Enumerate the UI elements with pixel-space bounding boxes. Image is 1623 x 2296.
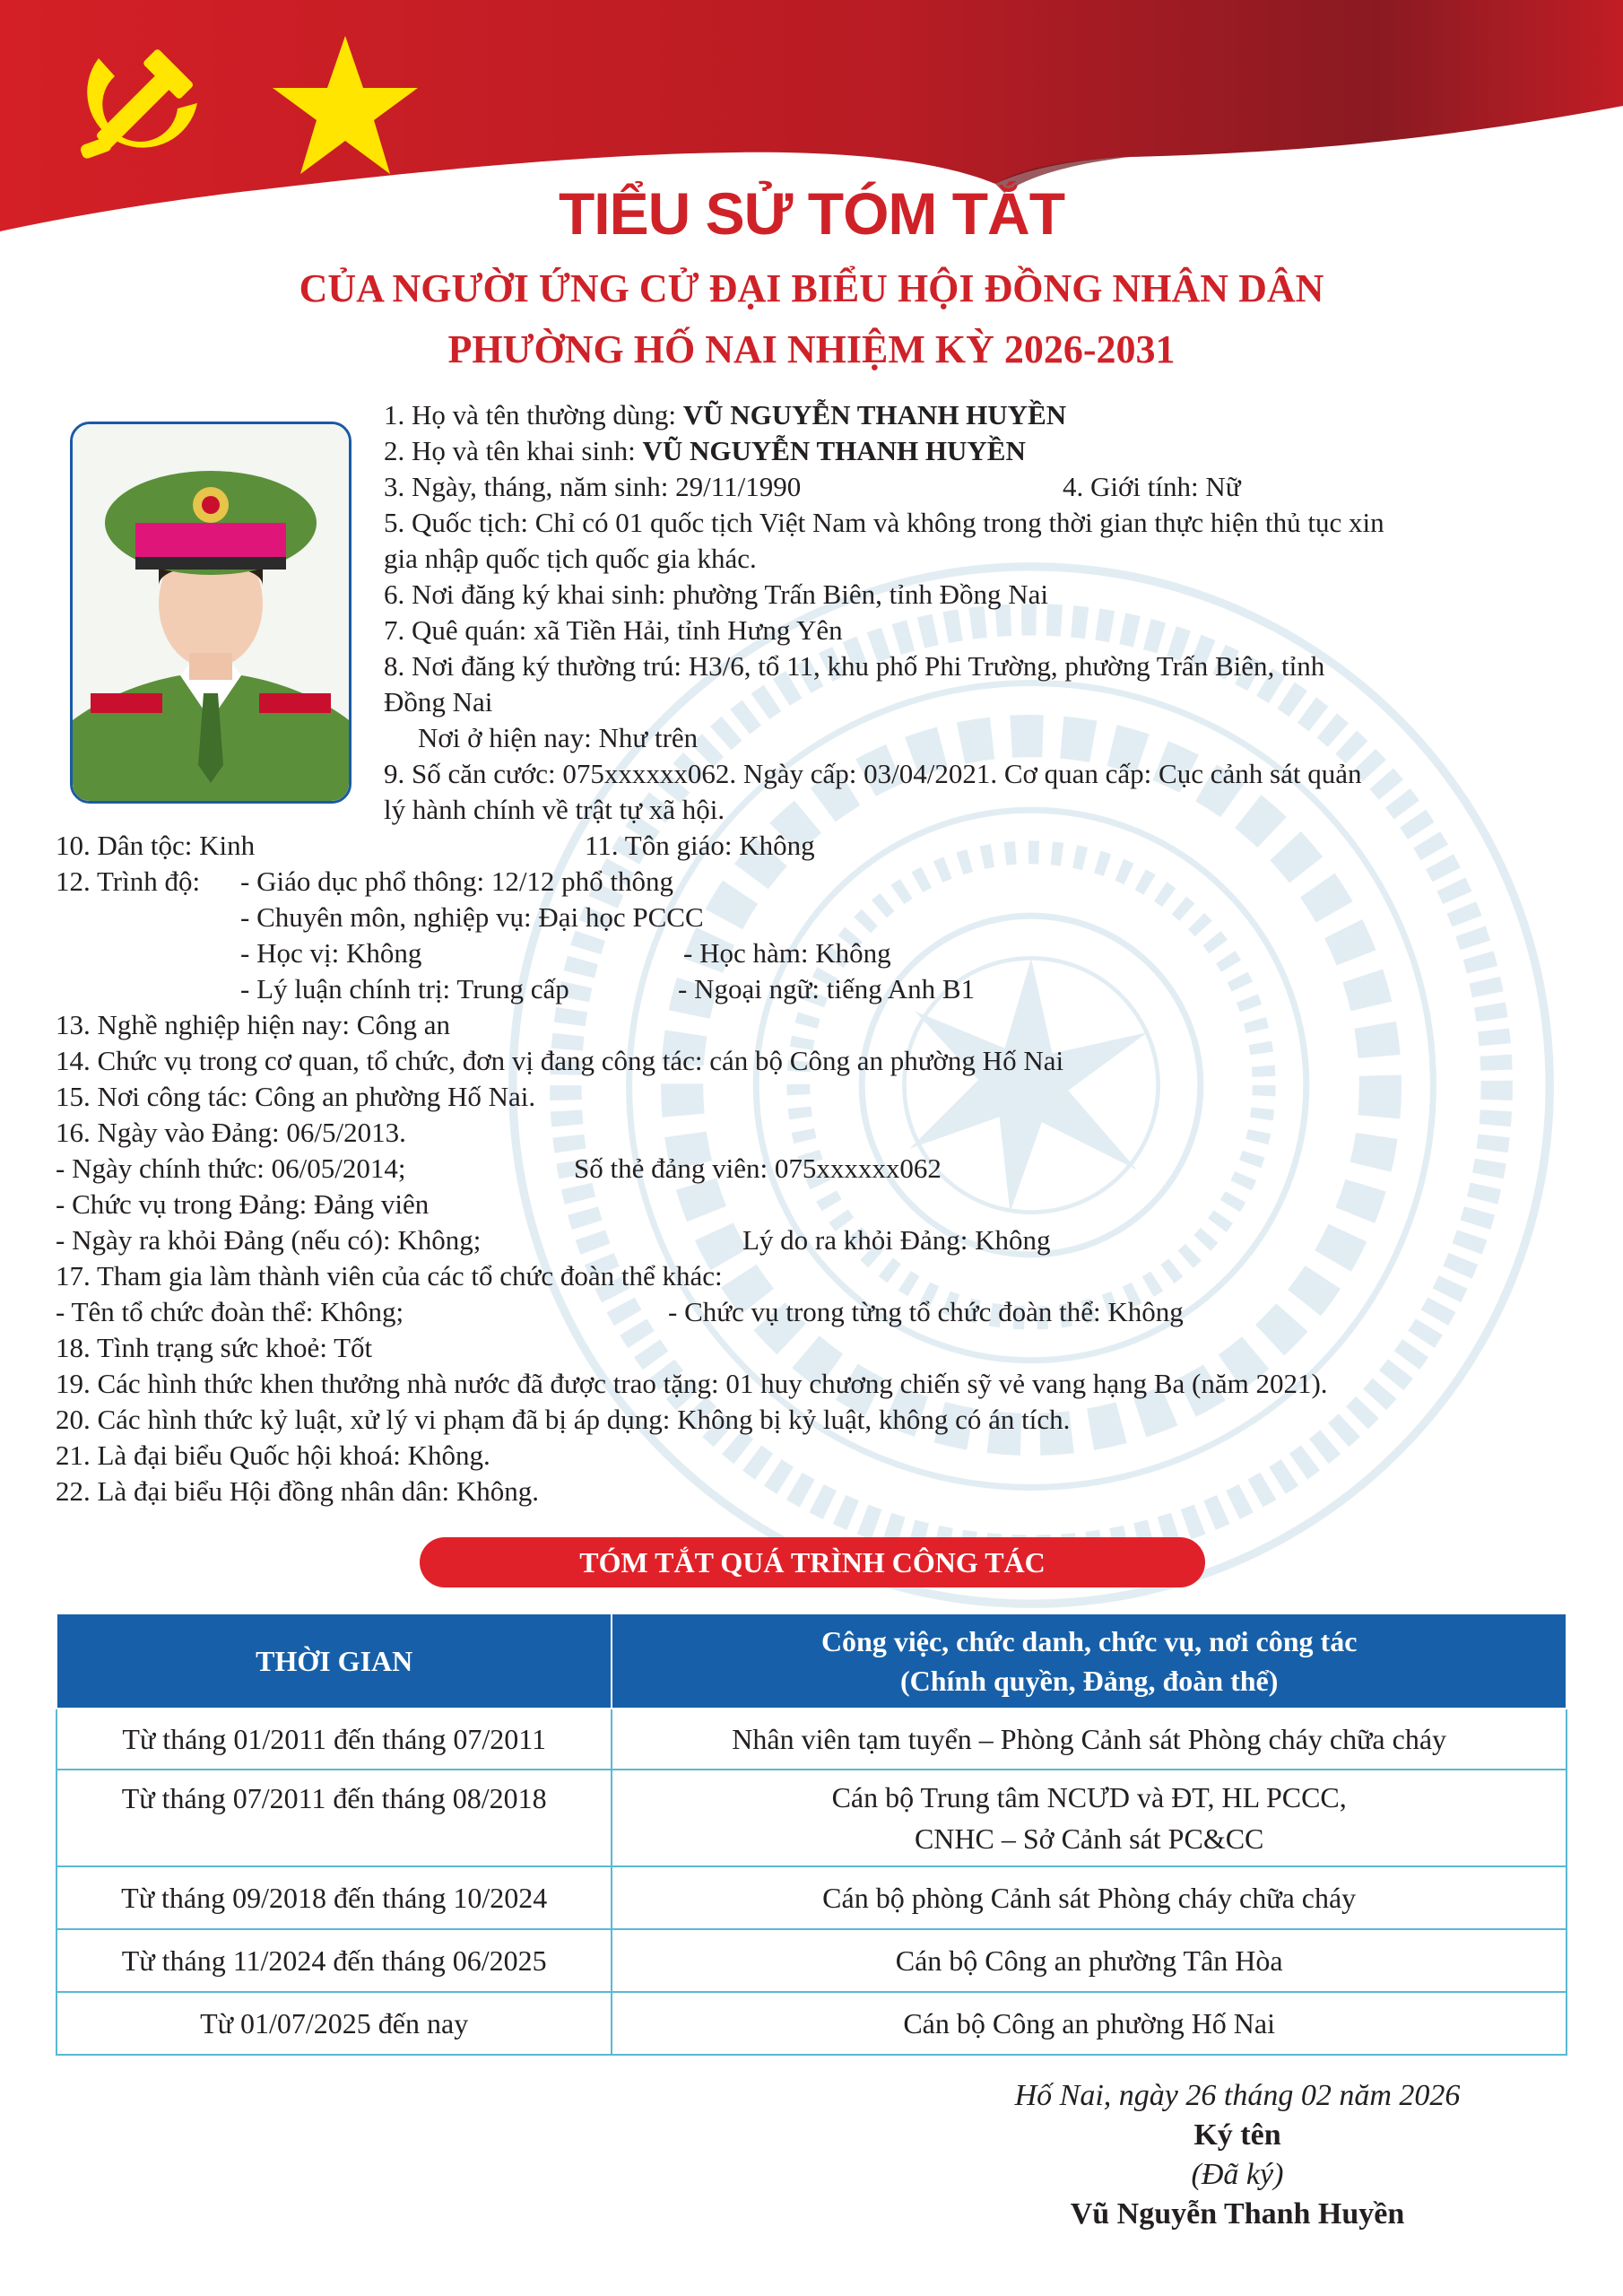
bio-line-5b: gia nhập quốc tịch quốc gia khác. bbox=[384, 543, 757, 574]
bio-line-17-org: - Tên tổ chức đoàn thể: Không; bbox=[56, 1296, 404, 1327]
table-row: Từ tháng 11/2024 đến tháng 06/2025 Cán bộ Công an phường Tân Hòa bbox=[56, 1929, 1567, 1992]
bio-line-17: 17. Tham gia làm thành viên của các tổ chức đoàn thể khác: bbox=[56, 1260, 723, 1292]
page-subtitle-1: CỦA NGƯỜI ỨNG CỬ ĐẠI BIỂU HỘI ĐỒNG NHÂN DÂN bbox=[299, 266, 1324, 310]
signature-signed-note: (Đã ký) bbox=[1191, 2158, 1284, 2191]
bio-line-16-leave-date: - Ngày ra khỏi Đảng (nếu có): Không; bbox=[56, 1224, 482, 1256]
bio-line-17-role: - Chức vụ trong từng tổ chức đoàn thể: Không bbox=[668, 1296, 1184, 1327]
portrait-photo bbox=[70, 422, 352, 804]
bio-line-12-degree: - Học vị: Không bbox=[240, 937, 422, 969]
table-row: Từ 01/07/2025 đến nay Cán bộ Công an phường Hố Nai bbox=[56, 1992, 1567, 2055]
bio-line-7: 7. Quê quán: xã Tiền Hải, tỉnh Hưng Yên bbox=[384, 614, 843, 646]
bio-line-18: 18. Tình trạng sức khoẻ: Tốt bbox=[56, 1332, 373, 1363]
work-history-table bbox=[56, 1613, 1567, 2056]
column-header-time: THỜI GIAN bbox=[56, 1613, 612, 1709]
star-icon bbox=[269, 32, 421, 180]
bio-line-9a: 9. Số căn cước: 075xxxxxx062. Ngày cấp: 03/04/2021. Cơ quan cấp: Cục cảnh sát quản bbox=[384, 758, 1362, 789]
column-header-position: Công việc, chức danh, chức vụ, nơi công tác (Chính quyền, Đảng, đoàn thể) bbox=[612, 1613, 1567, 1709]
signature-label: Ký tên bbox=[1193, 2118, 1281, 2152]
table-row: Từ tháng 01/2011 đến tháng 07/2011 Nhân viên tạm tuyển – Phòng Cảnh sát Phòng cháy chữa cháy bbox=[56, 1709, 1567, 1770]
bio-line-22: 22. Là đại biểu Hội đồng nhân dân: Không. bbox=[56, 1475, 539, 1507]
bio-line-16-card-number: Số thẻ đảng viên: 075xxxxxx062 bbox=[574, 1152, 942, 1184]
bio-line-11: 11. Tôn giáo: Không bbox=[585, 830, 815, 861]
bio-line-19: 19. Các hình thức khen thưởng nhà nước đã được trao tặng: 01 huy chương chiến sỹ vẻ vang hạng Ba (năm 2021). bbox=[56, 1368, 1328, 1399]
bio-line-1: 1. Họ và tên thường dùng: VŨ NGUYỄN THANH HUYỀN bbox=[384, 399, 1067, 430]
page-title: TIỂU SỬ TÓM TẮT bbox=[558, 180, 1065, 247]
bio-line-16-party-role: - Chức vụ trong Đảng: Đảng viên bbox=[56, 1188, 430, 1220]
bio-line-12-specialty: - Chuyên môn, nghiệp vụ: Đại học PCCC bbox=[240, 901, 704, 933]
bio-line-12-education: - Giáo dục phổ thông: 12/12 phổ thông bbox=[240, 865, 674, 897]
bio-line-16-official-date: - Ngày chính thức: 06/05/2014; bbox=[56, 1152, 406, 1184]
bio-line-8a: 8. Nơi đăng ký thường trú: H3/6, tổ 11, khu phố Phi Trường, phường Trấn Biên, tỉnh bbox=[384, 650, 1325, 682]
bio-line-16: 16. Ngày vào Đảng: 06/5/2013. bbox=[56, 1117, 406, 1148]
bio-line-12-title: - Học hàm: Không bbox=[683, 937, 891, 969]
bio-line-20: 20. Các hình thức kỷ luật, xử lý vi phạm đã bị áp dụng: Không bị kỷ luật, không có án tích. bbox=[56, 1404, 1071, 1435]
signature-place-date: Hố Nai, ngày 26 tháng 02 năm 2026 bbox=[1014, 2079, 1461, 2112]
bio-line-13: 13. Nghề nghiệp hiện nay: Công an bbox=[56, 1009, 450, 1040]
bio-line-8c: Nơi ở hiện nay: Như trên bbox=[418, 722, 699, 753]
bio-line-15: 15. Nơi công tác: Công an phường Hố Nai. bbox=[56, 1081, 536, 1112]
bio-line-12-label: 12. Trình độ: bbox=[56, 865, 201, 897]
bio-line-2: 2. Họ và tên khai sinh: VŨ NGUYỄN THANH HUYỀN bbox=[384, 435, 1026, 466]
table-header-row bbox=[56, 1613, 1567, 1709]
bio-line-12-politics: - Lý luận chính trị: Trung cấp bbox=[240, 973, 569, 1004]
bio-line-3: 3. Ngày, tháng, năm sinh: 29/11/1990 bbox=[384, 471, 802, 502]
hammer-sickle-icon bbox=[63, 40, 220, 175]
bio-line-9b: lý hành chính về trật tự xã hội. bbox=[384, 794, 725, 825]
bio-line-5a: 5. Quốc tịch: Chỉ có 01 quốc tịch Việt Nam và không trong thời gian thực hiện thủ tục xin bbox=[384, 507, 1384, 538]
common-name: VŨ NGUYỄN THANH HUYỀN bbox=[682, 399, 1067, 430]
table-row: Từ tháng 07/2011 đến tháng 08/2018 Cán bộ Trung tâm NCƯD và ĐT, HL PCCC, CNHC – Sở Cảnh sát PC&CC bbox=[56, 1770, 1567, 1866]
bio-line-6: 6. Nơi đăng ký khai sinh: phường Trấn Biên, tỉnh Đồng Nai bbox=[384, 578, 1049, 610]
page-subtitle-2: PHƯỜNG HỐ NAI NHIỆM KỲ 2026-2031 bbox=[447, 327, 1176, 371]
bio-line-14: 14. Chức vụ trong cơ quan, tổ chức, đơn vị đang công tác: cán bộ Công an phường Hố Nai bbox=[56, 1045, 1064, 1076]
work-history-heading: TÓM TẮT QUÁ TRÌNH CÔNG TÁC bbox=[420, 1537, 1205, 1587]
bio-line-16-leave-reason: Lý do ra khỏi Đảng: Không bbox=[742, 1224, 1051, 1256]
bio-line-12-language: - Ngoại ngữ: tiếng Anh B1 bbox=[678, 973, 976, 1004]
bio-line-10: 10. Dân tộc: Kinh bbox=[56, 830, 256, 861]
bio-line-21: 21. Là đại biểu Quốc hội khoá: Không. bbox=[56, 1439, 490, 1471]
signature-name: Vũ Nguyễn Thanh Huyền bbox=[1070, 2197, 1405, 2231]
bronze-drum-icon bbox=[502, 556, 1560, 1614]
bio-line-8b: Đồng Nai bbox=[384, 686, 493, 718]
table-row: Từ tháng 09/2018 đến tháng 10/2024 Cán bộ phòng Cảnh sát Phòng cháy chữa cháy bbox=[56, 1866, 1567, 1929]
birth-name: VŨ NGUYỄN THANH HUYỀN bbox=[642, 435, 1026, 466]
bio-line-4: 4. Giới tính: Nữ bbox=[1063, 471, 1241, 502]
